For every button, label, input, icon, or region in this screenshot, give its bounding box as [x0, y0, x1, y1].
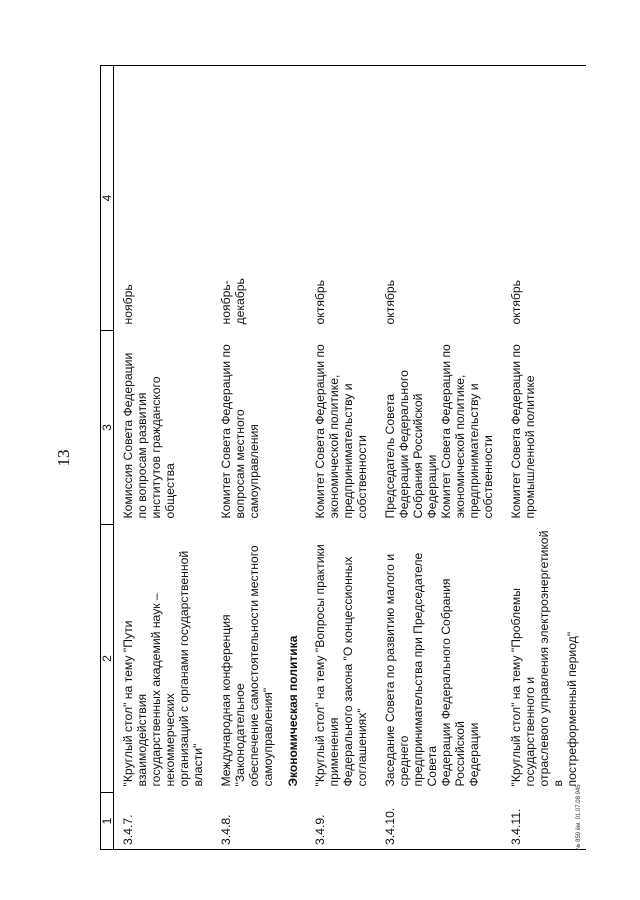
print-mark: № 859 ём. 01.07.08 945: [576, 784, 582, 850]
item-number: 3.4.10.: [376, 793, 502, 850]
header-col-1: 1: [101, 793, 114, 850]
event-term: октябрь: [502, 66, 586, 331]
table-header-row: [101, 66, 114, 850]
header-col-2: 2: [101, 525, 114, 793]
page-number: 13: [54, 449, 73, 467]
section-spacer: [282, 793, 306, 850]
item-number: 3.4.11.: [502, 793, 586, 850]
responsible-party: Комитет Совета Федерации по промышленной политике: [509, 344, 537, 519]
responsible-party: Комитет Совета Федерации по вопросам местного самоуправления: [219, 344, 261, 519]
item-number: 3.4.8.: [212, 793, 282, 850]
event-term: ноябрь: [114, 66, 213, 331]
event-description: Заседание Совета по развитию малого и среднего предпринимательства при Председателе Совета Федерации Федерального Собрания Российской Федерации: [383, 552, 481, 787]
table-row: [306, 66, 376, 850]
item-number: 3.4.7.: [114, 793, 213, 850]
event-description: "Круглый стол" на тему "Проблемы государственного и отраслевого управления электроэнергетикой в постреформенный период": [509, 530, 579, 787]
section-title-cell: [282, 66, 306, 793]
event-term: октябрь: [306, 66, 376, 331]
section-row: [282, 66, 306, 850]
header-col-3: 3: [101, 331, 114, 525]
responsible-party: Председатель Совета Федерации Федерального Собрания Российской Федерации Комитет Совета Федерации по экономической политике, предпринимательству и собственности: [383, 344, 495, 519]
table-row: [212, 66, 282, 850]
table-row: [114, 66, 213, 850]
responsible-party: Комитет Совета Федерации по экономической политике, предпринимательству и собственности: [313, 344, 369, 519]
rotated-page: [50, 66, 602, 850]
events-table: [100, 65, 586, 850]
event-term: октябрь: [376, 66, 502, 331]
header-col-4: 4: [101, 66, 114, 331]
table-row: [376, 66, 502, 850]
event-description: "Круглый стол" на тему "Вопросы практики применения Федерального закона "О концессионных соглашениях": [313, 544, 369, 787]
event-description: Международная конференция "Законодательное обеспечение самостоятельности местного самоуправления": [219, 545, 275, 787]
event-term: ноябрь- декабрь: [212, 66, 282, 331]
responsible-party: Комиссия Совета Федерации по вопросам развития институтов гражданского общества: [121, 352, 177, 519]
item-number: 3.4.9.: [306, 793, 376, 850]
event-description: "Круглый стол" на тему "Пути взаимодействия государственных академий наук – некоммерческих организаций с органами государственной власти": [121, 550, 205, 787]
section-title: Экономическая политика: [286, 635, 300, 787]
